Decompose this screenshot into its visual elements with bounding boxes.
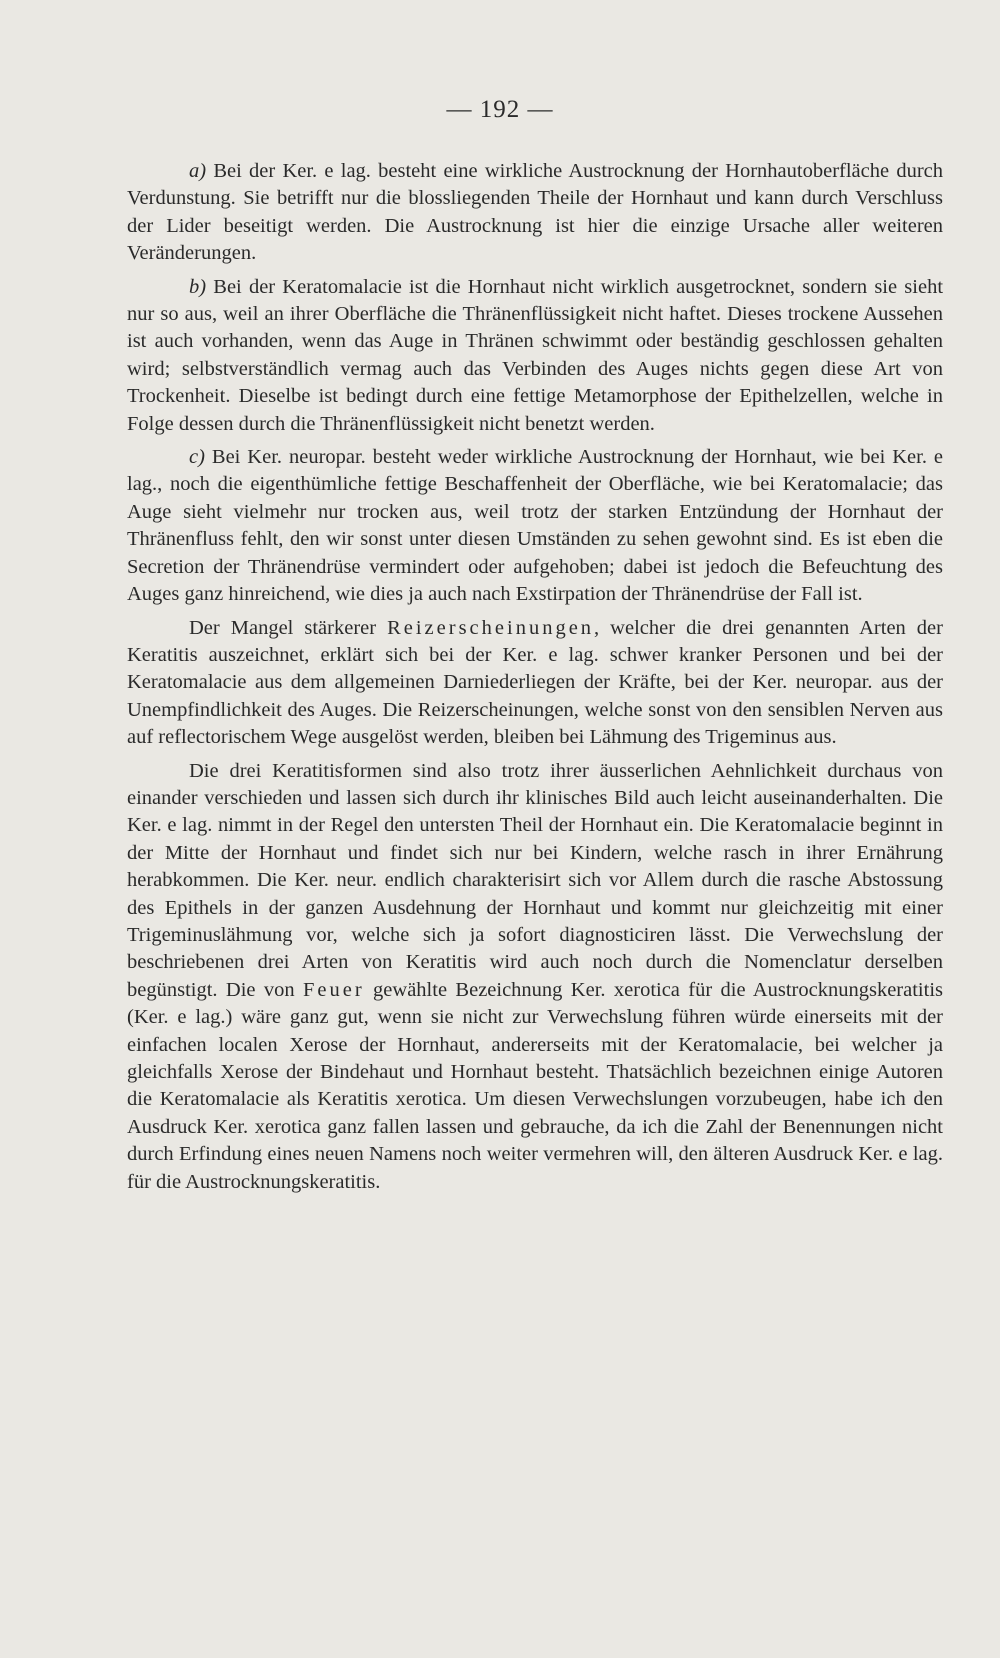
paragraph-a	[127, 158, 943, 268]
paragraph-text: Bei der Keratomalacie ist die Hornhaut nicht wirklich ausgetrocknet, sondern sie sieht nur so aus, weil an ihrer Oberfläche die Thränenflüssigkeit nicht haftet. Dieses trockene Aussehen ist auch vorhanden, wenn das Auge in Thränen schwimmt oder beständig geschlossen gehalten wird; selbstverständlich vermag auch das Verbinden des Auges nichts gegen diese Art von Trockenheit. Dieselbe ist bedingt durch eine fettige Metamorphose der Epithelzellen, welche in Folge dessen durch die Thränenflüssigkeit nicht benetzt werden.	[127, 275, 944, 435]
paragraph-marker: c)	[189, 446, 205, 469]
paragraph-c	[127, 444, 943, 608]
paragraph-text-start: Der Mangel stärkerer	[189, 616, 388, 639]
paragraph-irritation	[127, 615, 943, 752]
paragraph-text-start: Die drei Keratitisformen sind also trotz ihrer äusserlichen Aehnlichkeit durchaus von einander verschieden und lassen sich durch ihr klinisches Bild auch leicht auseinanderhalten. Die Ker. e lag. nimmt in der Regel den untersten Theil der Hornhaut ein. Die Keratomalacie beginnt in der Mitte der Hornhaut und findet sich nur bei Kindern, welche rasch in ihrer Ernährung herabkommen. Die Ker. neur. endlich charakterisirt sich vor Allem durch die rasche Abstossung des Epithels in der ganzen Ausdehnung der Hornhaut und kommt nur gleichzeitig mit einer Trigeminuslähmung vor, welche sich ja sofort diagnosticiren lässt. Die Verwechslung der beschriebenen drei Arten von Keratitis wird auch noch durch die Nomenclatur derselben begünstigt. Die von	[127, 759, 943, 1001]
paragraph-text: Bei Ker. neuropar. besteht weder wirkliche Austrocknung der Hornhaut, wie bei Ker. e lag., noch die eigenthümliche fettige Beschaffenheit der Oberfläche, wie bei Keratomalacie; das Auge sieht vielmehr nur trocken aus, weil trotz der starken Entzündung der Hornhaut der Thränenfluss fehlt, den wir sonst unter diesen Umständen zu sehen gewohnt sind. Es ist eben die Secretion der Thränendrüse vermindert oder aufgehoben; dabei ist jedoch die Befeuchtung des Auges ganz hinreichend, wie dies ja auch nach Exstirpation der Thränendrüse der Fall ist.	[127, 446, 944, 606]
paragraph-b	[127, 274, 943, 438]
paragraph-distinction	[127, 758, 943, 1197]
paragraph-text-end: gewählte Bezeichnung Ker. xerotica für die Austrocknungskeratitis (Ker. e lag.) wäre ganz gut, wenn sie nicht zur Verwechslung führen würde einerseits mit der einfachen localen Xerose der Hornhaut, andererseits mit der Keratomalacie, bei welcher ja gleichfalls Xerose der Bindehaut und Hornhaut besteht. Thatsächlich bezeichnen einige Autoren die Keratomalacie als Keratitis xerotica. Um diesen Verwechslungen vorzubeugen, habe ich den Ausdruck Ker. xerotica ganz fallen lassen und gebrauche, da ich die Zahl der Benennungen nicht durch Erfindung eines neuen Namens noch weiter vermehren will, den älteren Ausdruck Ker. e lag. für die Austrocknungskeratitis.	[127, 978, 943, 1193]
emphasized-term: Reizerscheinungen	[387, 616, 595, 639]
paragraph-text: Bei der Ker. e lag. besteht eine wirkliche Austrocknung der Hornhautoberfläche durch Verdunstung. Sie betrifft nur die blossliegenden Theile der Hornhaut und kann durch Verschluss der Lider beseitigt werden. Die Austrocknung ist hier die einzige Ursache aller weiteren Veränderungen.	[127, 160, 944, 265]
page-number: — 192 —	[446, 96, 554, 123]
paragraph-text-end: , welcher die drei genannten Arten der Keratitis auszeichnet, erklärt sich bei der Ker. e lag. schwer kranker Personen und bei der Keratomalacie aus dem allgemeinen Darniederliegen der Kräfte, bei der Ker. neuropar. aus der Unempfindlichkeit des Auges. Die Reizerscheinungen, welche sonst von den sensiblen Nerven aus auf reflectorischem Wege ausgelöst werden, bleiben bei Lähmung des Trigeminus aus.	[127, 616, 943, 749]
paragraph-marker: b)	[189, 275, 207, 298]
paragraph-marker: a)	[189, 160, 207, 182]
body-text	[127, 158, 943, 1202]
emphasized-author-name: Feuer	[303, 978, 365, 1001]
